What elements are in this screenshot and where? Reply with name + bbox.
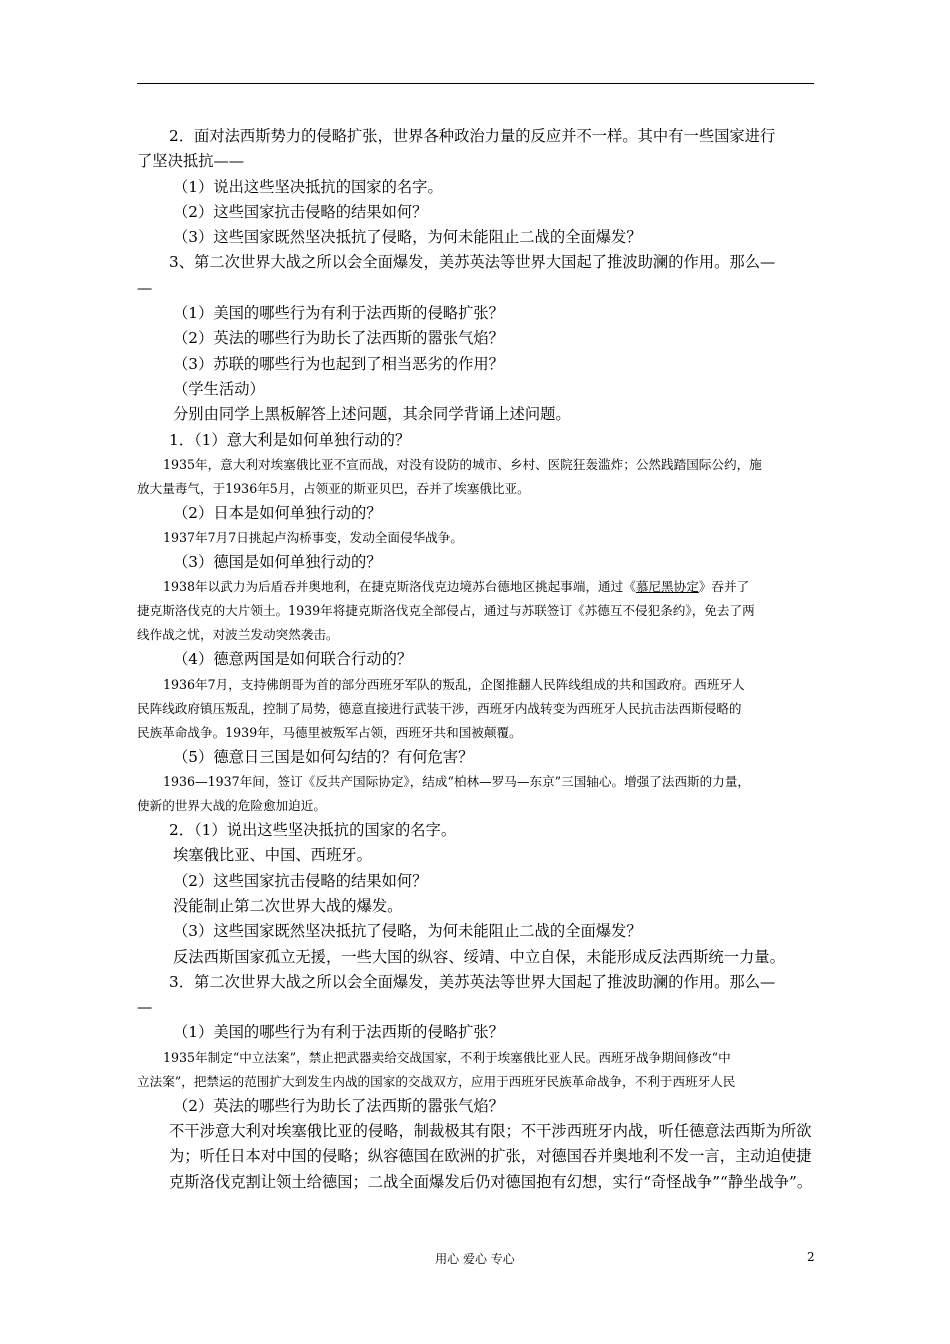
paragraph: （2）这些国家抗击侵略的结果如何？ xyxy=(173,202,428,221)
paragraph: 分别由同学上黑板解答上述问题，其余同学背诵上述问题。 xyxy=(173,405,571,424)
paragraph: （1）美国的哪些行为有利于法西斯的侵略扩张？ xyxy=(173,304,504,323)
answer-text: 使新的世界大战的危险愈加迫近。 xyxy=(137,798,326,814)
page-number: 2 xyxy=(807,1250,815,1264)
answer-text: 1937年7月7日挑起卢沟桥事变，发动全面侵华战争。 xyxy=(163,530,463,546)
document-body xyxy=(137,124,817,1195)
paragraph: （1）美国的哪些行为有利于法西斯的侵略扩张？ xyxy=(173,1023,504,1042)
answer-text: 放大量毒气，于1936年5月，占领亚的斯亚贝巴，吞并了埃塞俄比亚。 xyxy=(137,480,530,496)
answer-text: 立法案”，把禁运的范围扩大到发生内战的国家的交战双方，应用于西班牙民族革命战争，不利于西班牙人民 xyxy=(137,1073,736,1089)
header-rule xyxy=(137,83,814,84)
paragraph: （2）这些国家抗击侵略的结果如何？ xyxy=(173,871,428,890)
answer-text: 线作战之忧，对波兰发动突然袭击。 xyxy=(137,627,339,643)
answer-text: 民族革命战争。1939年，马德里被叛军占领，西班牙共和国被颠覆。 xyxy=(137,724,522,740)
answer-text-part: 1938年以武力为后盾吞并奥地利，在捷克斯洛伐克边境苏台德地区挑起事端，通过《 xyxy=(163,579,636,595)
answer-text-part: 》吞并了 xyxy=(698,579,750,595)
page-footer xyxy=(0,1247,950,1271)
paragraph: （3）这些国家既然坚决抵抗了侵略，为何未能阻止二战的全面爆发？ xyxy=(173,922,642,941)
paragraph: 埃塞俄比亚、中国、西班牙。 xyxy=(173,846,372,865)
answer-text: 捷克斯洛伐克的大片领土。1939年将捷克斯洛伐克全部侵占，通过与苏联签订《苏德互不侵犯条约》，免去了两 xyxy=(137,603,755,619)
paragraph: （3）德国是如何单独行动的？ xyxy=(173,553,382,572)
paragraph-wrapped: 不干涉意大利对埃塞俄比亚的侵略，制裁极其有限；不干涉西班牙内战，听任德意法西斯为所欲为；听任日本对中国的侵略；纵容德国在欧洲的扩张，对德国吞并奥地利不发一言，主动迫使捷克斯洛伐克割让领土给德国；二战全面爆发后仍对德国抱有幻想，实行“奇怪战争”“静坐战争”。 xyxy=(169,1122,813,1191)
paragraph: （2）英法的哪些行为助长了法西斯的嚣张气焰？ xyxy=(173,1096,504,1115)
answer-text: 1936年7月，支持佛朗哥为首的部分西班牙军队的叛乱，企图推翻人民阵线组成的共和国政府。西班牙人 xyxy=(163,676,745,692)
paragraph: （4）德意两国是如何联合行动的？ xyxy=(173,650,413,669)
paragraph: 1．（1）意大利是如何单独行动的？ xyxy=(169,430,411,449)
paragraph: — xyxy=(137,998,153,1017)
paragraph: — xyxy=(137,278,153,297)
paragraph: （3）这些国家既然坚决抵抗了侵略，为何未能阻止二战的全面爆发？ xyxy=(173,228,642,247)
paragraph: 2．（1）说出这些坚决抵抗的国家的名字。 xyxy=(169,821,457,840)
paragraph: （2）日本是如何单独行动的？ xyxy=(173,503,382,522)
answer-text xyxy=(137,575,817,599)
munich-agreement-link[interactable]: 慕尼黑协定 xyxy=(635,579,699,595)
paragraph: （5）德意日三国是如何勾结的？有何危害？ xyxy=(173,747,474,766)
footer-motto: 用心 爱心 专心 xyxy=(435,1252,515,1266)
paragraph: （学生活动） xyxy=(173,379,265,398)
paragraph: 2．面对法西斯势力的侵略扩张，世界各种政治力量的反应并不一样。其中有一些国家进行 xyxy=(169,127,776,145)
paragraph: （3）苏联的哪些行为也起到了相当恶劣的作用？ xyxy=(173,354,504,373)
answer-text: 民阵线政府镇压叛乱，控制了局势，德意直接进行武装干涉，西班牙内战转变为西班牙人民抗击法西斯侵略的 xyxy=(137,700,742,716)
paragraph: 没能制止第二次世界大战的爆发。 xyxy=(173,896,403,915)
paragraph: 3．第二次世界大战之所以会全面爆发，美苏英法等世界大国起了推波助澜的作用。那么— xyxy=(169,972,776,991)
answer-text: 1935年，意大利对埃塞俄比亚不宣而战，对没有设防的城市、乡村、医院狂轰滥炸；公然践踏国际公约，施 xyxy=(163,456,762,472)
answer-text: 1935年制定“中立法案”，禁止把武器卖给交战国家，不利于埃塞俄比亚人民。西班牙战争期间修改“中 xyxy=(163,1049,731,1065)
paragraph: 反法西斯国家孤立无援，一些大国的纵容、绥靖、中立自保，未能形成反法西斯统一力量。 xyxy=(173,947,785,966)
paragraph: （2）英法的哪些行为助长了法西斯的嚣张气焰？ xyxy=(173,329,504,348)
answer-text: 1936—1937年间，签订《反共产国际协定》，结成“柏林—罗马—东京”三国轴心。增强了法西斯的力量， xyxy=(163,774,751,790)
paragraph: 3、第二次世界大战之所以会全面爆发，美苏英法等世界大国起了推波助澜的作用。那么— xyxy=(169,253,776,272)
paragraph: 了坚决抵抗—— xyxy=(137,152,245,171)
paragraph: （1）说出这些坚决抵抗的国家的名字。 xyxy=(173,177,443,196)
